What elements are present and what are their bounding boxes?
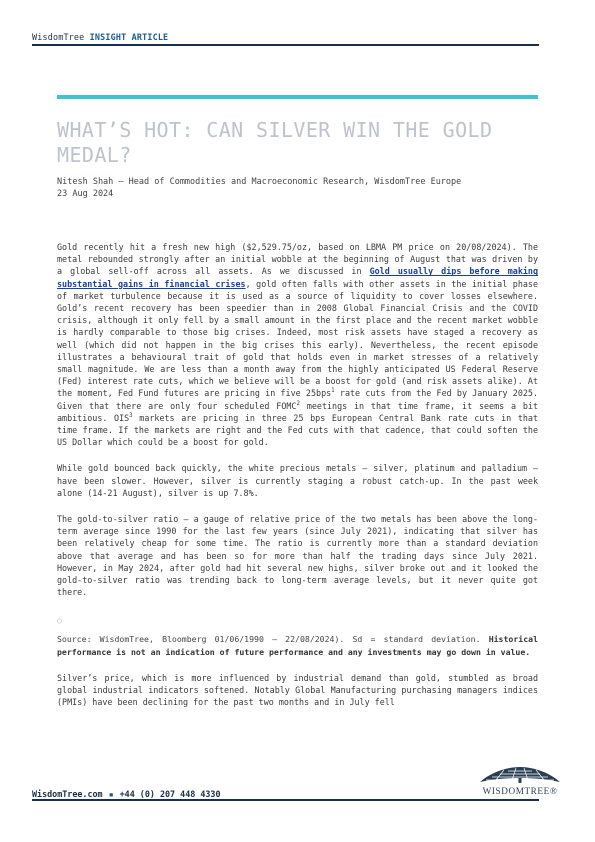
chart-source-note bbox=[57, 633, 538, 657]
paragraph-2: While gold bounced back quickly, the white precious metals – silver, platinum and palladium – have been slower. However, silver is currently staging a robust catch-up. In the past week alone (14-21 August), silver is up 7.8%. bbox=[57, 463, 538, 498]
page-footer bbox=[32, 789, 220, 799]
footnote-3: 3 bbox=[129, 413, 133, 420]
footnote-1: 1 bbox=[331, 388, 335, 395]
page-header bbox=[32, 32, 168, 42]
publish-date: 23 Aug 2024 bbox=[57, 188, 114, 199]
header-tag: INSIGHT ARTICLE bbox=[89, 32, 169, 42]
title-accent-bar bbox=[57, 95, 538, 99]
paragraph-1 bbox=[57, 241, 538, 448]
gold-crises-link[interactable]: Gold usually dips before making substantial gains in financial crises bbox=[57, 266, 538, 289]
article-title: WHAT’S HOT: CAN SILVER WIN THE GOLD MEDAL? bbox=[57, 118, 493, 167]
p1-text-b: , gold often falls with other assets in the initial phase of market turbulence because it is used as a source of liquidity to cover losses elsewhere. Gold’s recent recovery has been speedier than in 2008 Global Financial Crisis and the COVID crisis, although it only fell by a small amount in the first place and the recent market wobble is hardly comparable to those big crises. Indeed, most risk assets have staged a recovery as well (which did not happen in the big crises this early). Nevertheless, the recent episode illustrates a behavioural trait of gold that holds even in market stresses of a relatively small magnitude. We are less than a month away from the highly anticipated US Federal Reserve (Fed) interest rate cuts, which we believe will be a boost for gold (and risk assets alike). At the moment, Fed Fund futures are pricing in five 25bps bbox=[57, 278, 539, 399]
paragraph-3: The gold-to-silver ratio – a gauge of relative price of the two metals has been above the long-term average since 1990 for the last few years (since July 2021), indicating that silver has been relatively cheap for some time. The ratio is currently more than a standard deviation above that average and has been so for more than half the trading days since July 2021. However, in May 2024, after gold had hit several new highs, silver broke out and it looked the gold-to-silver ratio was trending back to long-term average levels, but it never quite got there. bbox=[57, 514, 538, 598]
article-body bbox=[57, 241, 538, 709]
byline bbox=[57, 177, 461, 200]
footer-phone: +44 (0) 207 448 4330 bbox=[119, 789, 221, 799]
footer-website[interactable]: WisdomTree.com bbox=[32, 789, 103, 799]
source-text: Source: WisdomTree, Bloomberg 01/06/1990 – 22/08/2024). Sd = standard deviation. bbox=[57, 634, 489, 645]
p1-text-a: Gold recently hit a fresh new high ($2,529.75/oz, based on LBMA PM price on 20/08/2024). The metal rebounded strongly after an initial wobble at the beginning of August that was driven by a global sell-off across all assets. As we discussed in bbox=[57, 242, 538, 277]
footer-divider bbox=[32, 799, 539, 801]
header-divider bbox=[32, 44, 539, 46]
chart-image-placeholder: ○ bbox=[57, 616, 62, 626]
performance-disclaimer: Historical performance is not an indication of future performance and any investments may go down in value. bbox=[57, 634, 538, 657]
logo-wordmark: WISDOMTREE® bbox=[482, 786, 558, 796]
p1-text-c: rate cuts from the Fed by January 2025. Given that there are only four scheduled FOMC bbox=[57, 388, 539, 411]
author: Nitesh Shah – Head of Commodities and Macroeconomic Research, WisdomTree Europe bbox=[57, 177, 462, 187]
p1-text-d: meetings in that time frame, it seems a bit ambitious. OIS bbox=[57, 400, 539, 423]
paragraph-4: Silver’s price, which is more influenced by industrial demand than gold, stumbled as broad global industrial indicators softened. Notably Global Manufacturing purchasing managers indices (PMIs) have been declining for the past two months and in July fell bbox=[57, 672, 538, 708]
header-brand: WisdomTree bbox=[32, 32, 85, 42]
footer-separator: ▪ bbox=[108, 789, 114, 799]
footnote-2: 2 bbox=[296, 400, 300, 407]
p1-text-e: markets are pricing in three 25 bps European Central Bank rate cuts in that time frame. If the markets are right and the Fed cuts with that cadence, that could soften the US Dollar which could be a boost for gold. bbox=[57, 412, 538, 448]
